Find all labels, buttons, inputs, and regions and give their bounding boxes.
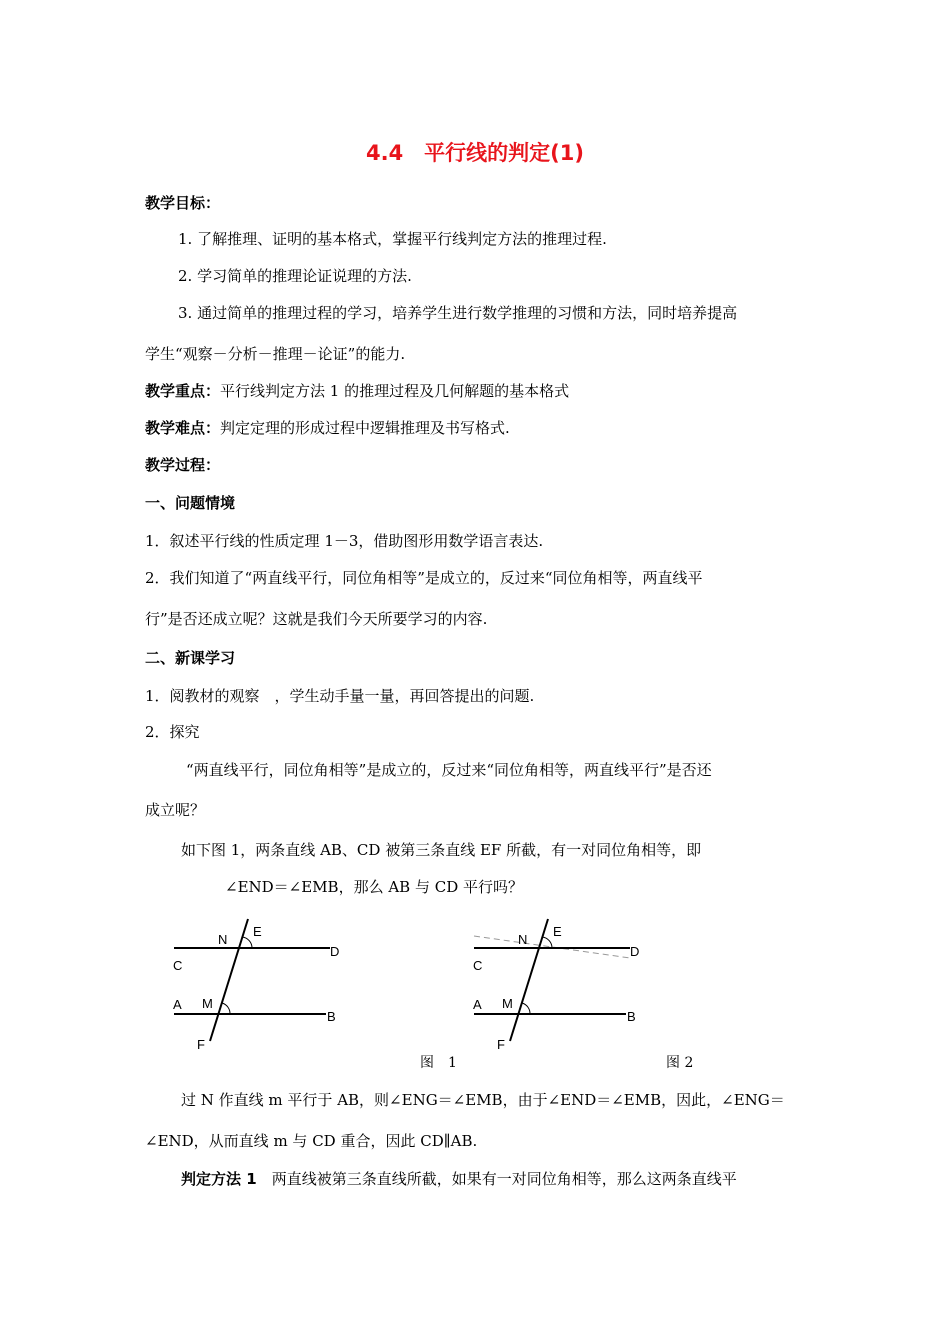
method-1 <box>181 1169 737 1189</box>
figure-2-caption: 图 2 <box>666 1055 694 1071</box>
section1-para-2a: 2．我们知道了“两直线平行，同位角相等”是成立的，反过来“同位角相等，两直线平 <box>145 569 703 587</box>
goal-item-2: 2. 学习简单的推理论证说理的方法. <box>178 267 412 285</box>
key-point <box>145 381 569 401</box>
label-e: E <box>253 924 262 939</box>
section2-para-3a: “两直线平行，同位角相等”是成立的，反过来“同位角相等，两直线平行”是否还 <box>186 761 712 779</box>
label-d: D <box>630 944 640 959</box>
label-f: F <box>197 1037 205 1052</box>
section2-para-4a: 如下图 1，两条直线 AB、CD 被第三条直线 EF 所截，有一对同位角相等，即 <box>181 841 702 859</box>
label-m: M <box>202 996 213 1011</box>
label-e: E <box>553 924 562 939</box>
proof-line-1: 过 N 作直线 m 平行于 AB，则∠ENG＝∠EMB，由于∠END＝∠EMB，因此，∠ENG＝ <box>181 1091 785 1109</box>
angle-emb-arc <box>522 1003 530 1014</box>
label-d: D <box>330 944 340 959</box>
figure-1 <box>160 915 360 1055</box>
method-1-text: 两直线被第三条直线所截，如果有一对同位角相等，那么这两条直线平 <box>271 1170 737 1188</box>
section2-para-4b: ∠END＝∠EMB，那么 AB 与 CD 平行吗？ <box>225 878 524 896</box>
key-point-text: 平行线判定方法 1 的推理过程及几何解题的基本格式 <box>220 382 570 400</box>
key-point-label: 教学重点： <box>145 382 221 400</box>
label-m: M <box>502 996 513 1011</box>
label-b: B <box>627 1009 636 1024</box>
difficulty-label: 教学难点： <box>145 419 221 437</box>
section2-para-2: 2．探究 <box>145 723 200 741</box>
goal-item-3: 3. 通过简单的推理过程的学习，培养学生进行数学推理的习惯和方法，同时培养提高 <box>178 304 738 322</box>
section1-heading: 一、问题情境 <box>145 494 236 512</box>
label-n: N <box>518 932 528 947</box>
angle-end-arc <box>242 937 252 948</box>
page-title: 4.4 平行线的判定(1) <box>365 141 584 165</box>
angle-emb-arc <box>222 1003 230 1014</box>
label-c: C <box>173 958 183 973</box>
label-b: B <box>327 1009 336 1024</box>
goal-item-3-continued: 学生“观察－分析－推理－论证”的能力. <box>145 345 406 363</box>
section2-heading: 二、新课学习 <box>145 649 236 667</box>
goals-heading: 教学目标： <box>145 194 221 212</box>
difficulty-text: 判定定理的形成过程中逻辑推理及书写格式. <box>220 419 510 437</box>
label-a: A <box>473 997 482 1012</box>
figure-2 <box>460 915 660 1055</box>
label-a: A <box>173 997 182 1012</box>
goal-item-1: 1. 了解推理、证明的基本格式，掌握平行线判定方法的推理过程. <box>178 230 607 248</box>
section2-para-1: 1．阅教材的观察 ，学生动手量一量，再回答提出的问题. <box>145 687 535 705</box>
proof-line-2: ∠END，从而直线 m 与 CD 重合，因此 CD∥AB. <box>145 1132 478 1150</box>
process-heading: 教学过程： <box>145 456 221 474</box>
section1-para-1: 1．叙述平行线的性质定理 1－3，借助图形用数学语言表达. <box>145 532 544 550</box>
label-c: C <box>473 958 483 973</box>
label-n: N <box>218 932 228 947</box>
label-f: F <box>497 1037 505 1052</box>
figure-1-caption: 图 1 <box>420 1055 457 1071</box>
section1-para-2b: 行”是否还成立呢？这就是我们今天所要学习的内容. <box>145 610 488 628</box>
method-1-label: 判定方法 1 <box>181 1170 257 1188</box>
section2-para-3b: 成立呢？ <box>145 801 206 819</box>
difficulty <box>145 418 510 438</box>
